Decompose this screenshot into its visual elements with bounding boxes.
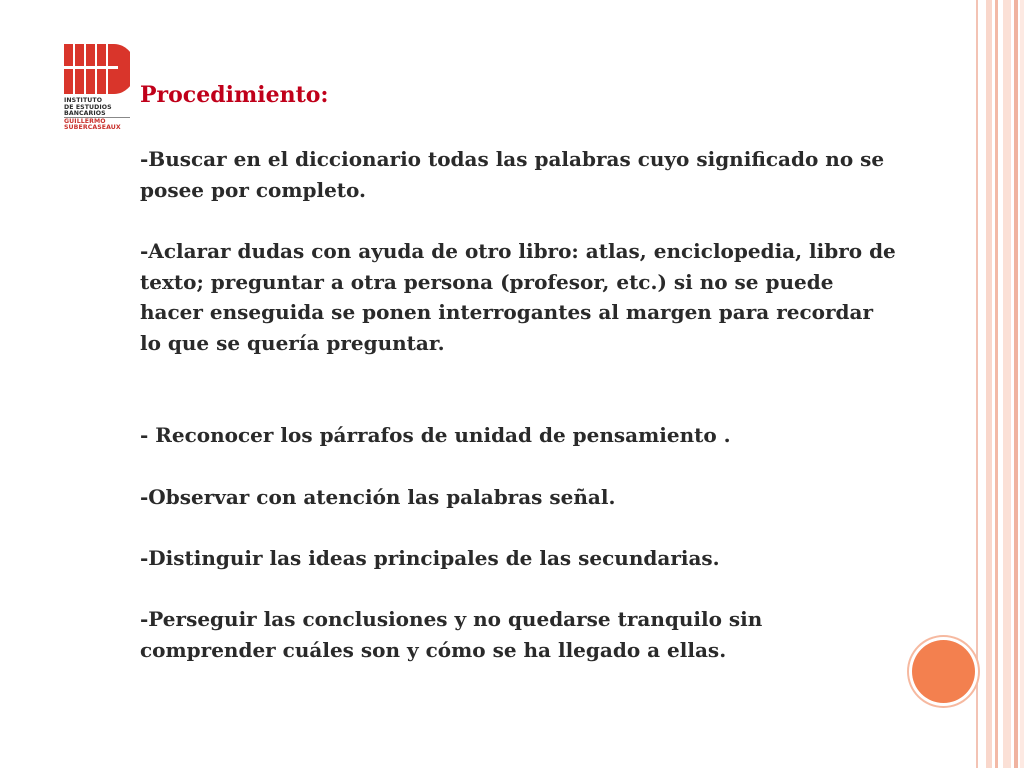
logo-mark-icon (64, 44, 130, 94)
logo-text-line: DE ESTUDIOS (64, 104, 112, 111)
procedure-step: -Distinguir las ideas principales de las secundarias. (140, 546, 720, 570)
procedure-step: -Buscar en el diccionario todas las palabras cuyo significado no se posee por completo. (140, 147, 885, 202)
logo-text-line: GUILLERMO (64, 118, 106, 125)
decorative-stripe (1014, 0, 1018, 768)
procedure-step: -Observar con atención las palabras señal. (140, 485, 616, 509)
institute-logo (64, 44, 130, 136)
procedure-step: - Reconocer los párrafos de unidad de pensamiento . (140, 423, 731, 447)
slide-title: Procedimiento: (140, 82, 329, 108)
decorative-stripe (976, 0, 978, 768)
decorative-orange-circle (912, 640, 975, 703)
procedure-step: -Perseguir las conclusiones y no quedarse tranquilo sin comprender cuáles son y cómo se ha llegado a ellas. (140, 607, 763, 662)
decorative-stripe (986, 0, 992, 768)
procedure-step: -Aclarar dudas con ayuda de otro libro: atlas, enciclopedia, libro de texto; preguntar a otra persona (profesor, etc.) si no se puede hacer enseguida se ponen interrogantes al margen para recordar lo que se quería preguntar. (140, 239, 896, 355)
decorative-stripe (1020, 0, 1024, 768)
logo-text-line: INSTITUTO (64, 97, 103, 104)
logo-text-line: SUBERCASEAUX (64, 124, 121, 131)
decorative-stripe (995, 0, 998, 768)
decorative-stripe (1003, 0, 1011, 768)
logo-text-line: BANCARIOS (64, 110, 106, 117)
